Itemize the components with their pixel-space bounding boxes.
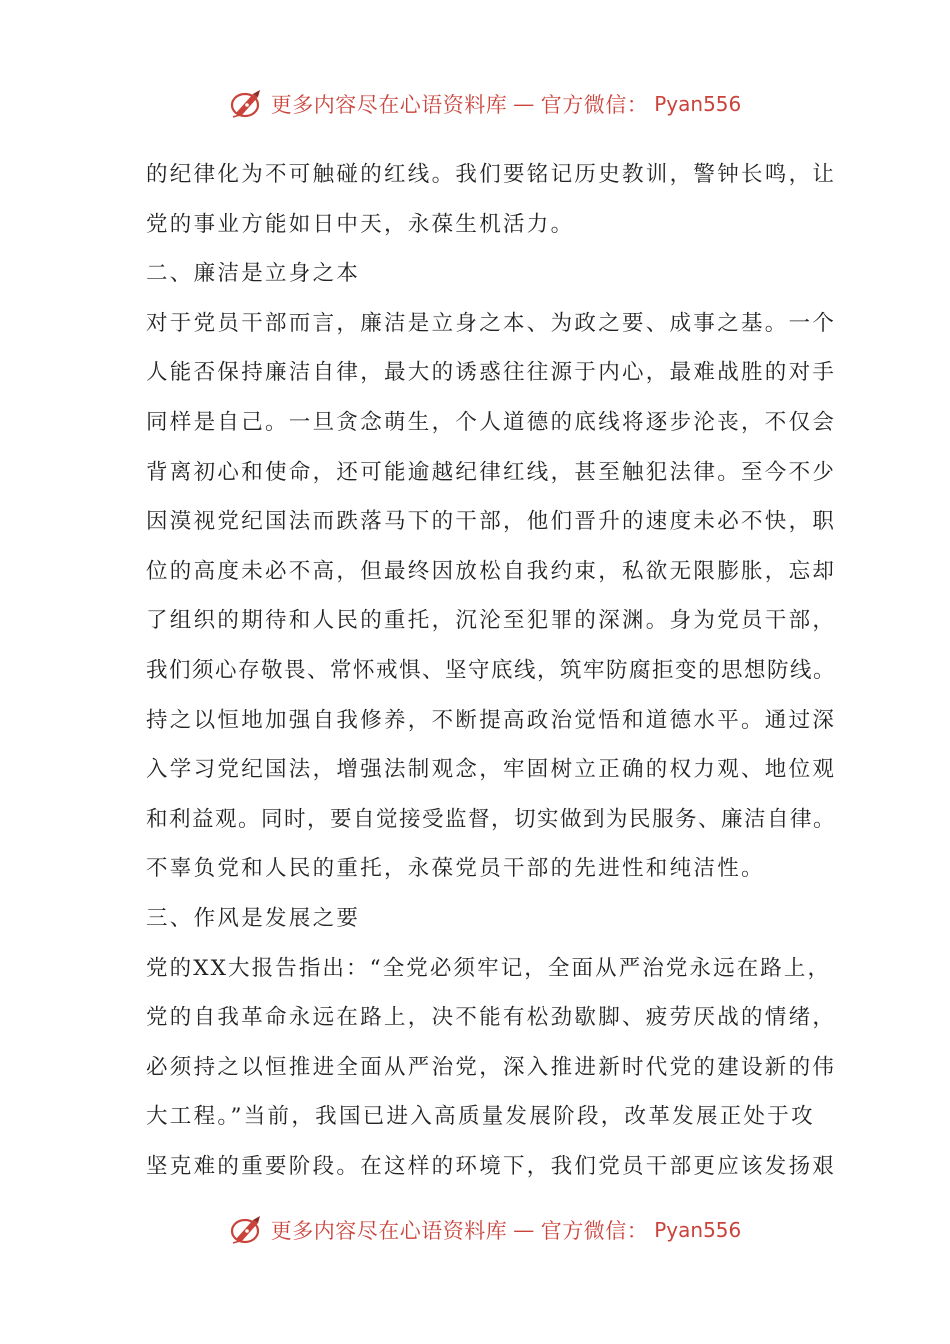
header-banner-text: 更多内容尽在心语资料库 <box>270 93 508 117</box>
body-line: 必须持之以恒推进全面从严治党，深入推进新时代党的建设新的伟 <box>146 1054 837 1080</box>
body-line: 人能否保持廉洁自律，最大的诱惑往往源于内心，最难战胜的对手 <box>146 360 837 386</box>
body-line: 了组织的期待和人民的重托，沉沦至犯罪的深渊。身为党员干部， <box>146 608 837 634</box>
body-line: 因漠视党纪国法而跌落马下的干部，他们晋升的速度未必不快，职 <box>146 509 837 535</box>
body-line: 我们须心存敬畏、常怀戒惧、坚守底线，筑牢防腐拒变的思想防线。 <box>146 657 837 683</box>
footer-banner-inner <box>209 1212 742 1248</box>
body-line: 持之以恒地加强自我修养，不断提高政治觉悟和道德水平。通过深 <box>146 707 837 733</box>
body-line: 党的事业方能如日中天，永葆生机活力。 <box>146 211 575 237</box>
footer-banner-text: 更多内容尽在心语资料库 <box>270 1219 508 1243</box>
pen-nib-logo-icon <box>229 86 265 122</box>
pen-nib-logo-icon <box>229 1212 265 1248</box>
body-line: 对于党员干部而言，廉洁是立身之本、为政之要、成事之基。一个 <box>146 310 837 336</box>
body-line: 党的XX大报告指出：“全党必须牢记，全面从严治党永远在路上， <box>146 955 832 981</box>
header-banner <box>0 84 950 124</box>
body-line: 的纪律化为不可触碰的红线。我们要铭记历史教训，警钟长鸣，让 <box>146 162 837 187</box>
header-banner-dash: — <box>513 92 535 116</box>
body-line: 大工程。”当前，我国已进入高质量发展阶段，改革发展正处于攻 <box>146 1104 815 1130</box>
footer-wechat-label: 官方微信： <box>540 1219 649 1243</box>
body-line: 入学习党纪国法，增强法制观念，牢固树立正确的权力观、地位观 <box>146 757 837 783</box>
body-line: 坚克难的重要阶段。在这样的环境下，我们党员干部更应该发扬艰 <box>146 1153 837 1179</box>
body-line: 背离初心和使命，还可能逾越纪律红线，甚至触犯法律。至今不少 <box>146 459 837 485</box>
body-line: 位的高度未必不高，但最终因放松自我约束，私欲无限膨胀，忘却 <box>146 558 837 584</box>
section-heading: 三、作风是发展之要 <box>146 905 361 931</box>
footer-banner <box>0 1210 950 1250</box>
document-body <box>146 150 836 1191</box>
footer-banner-dash: — <box>513 1218 535 1242</box>
body-line: 党的自我革命永远在路上，决不能有松劲歇脚、疲劳厌战的情绪， <box>146 1005 837 1031</box>
body-line: 同样是自己。一旦贪念萌生，个人道德的底线将逐步沦丧，不仅会 <box>146 409 837 435</box>
body-line: 不辜负党和人民的重托，永葆党员干部的先进性和纯洁性。 <box>146 856 765 882</box>
header-banner-inner <box>209 86 742 122</box>
section-heading: 二、廉洁是立身之本 <box>146 261 361 287</box>
footer-wechat-id: Pyan556 <box>654 1218 742 1242</box>
header-wechat-label: 官方微信： <box>540 93 649 117</box>
body-line: 和利益观。同时，要自觉接受监督，切实做到为民服务、廉洁自律。 <box>146 806 837 832</box>
header-wechat-id: Pyan556 <box>654 92 742 116</box>
